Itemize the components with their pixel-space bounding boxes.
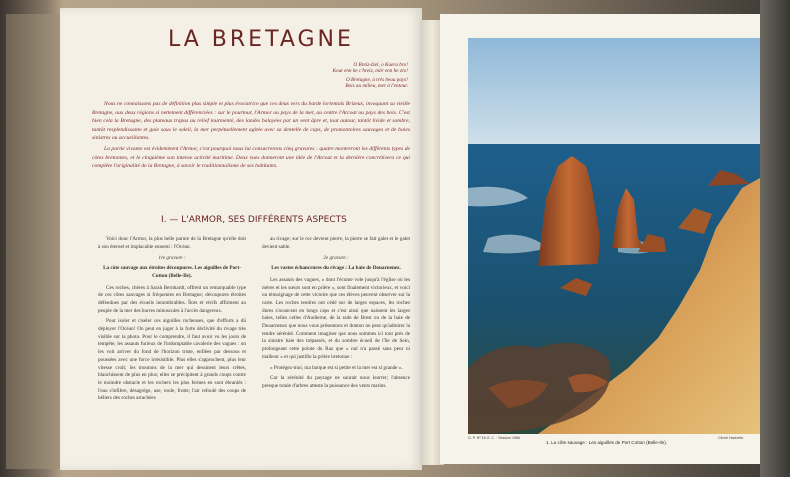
photo-credit-right: Cliché Hachette [718, 436, 744, 440]
poem-line: Koat enn he c'hreiz, môr enn he zro! [332, 68, 408, 75]
column-paragraph: Pour isoler et ciseler ces aiguilles rocheuses, que d'efforts a dû déployer l'Océan! On peut en juger à la forte déclivité du rivage très visible sur la photo. Pour le comprendre, il faut avoir vu les jours de tempête, les assauts furieux de l'indomptable cavalerie des vagues : on les voit arriver du fond de l'horizon triste, enflées par dessous et poussées avec une force irrésistible. Plus elles s'approchent, plus leur vitesse croît; les moutons de la mer qui dessinent leurs crêtes, blanchissent de plus en plus; elles se précipitent à grands coups contre le moindre obstacle et les rochers les plus fermes en sont ébranlés : l'eau s'infiltre, désagrège, use, roule, frotte; l'air refoulé des coups de béliers des roches arrachées [98, 318, 246, 402]
intro-text [92, 100, 410, 173]
column-paragraph: Car la sérénité du paysage ne saurait nous leurrer; l'absence presque totale d'arbres atteste la puissance des vents marins. [262, 375, 410, 389]
book-cover-edge [6, 14, 66, 469]
photo-caption: 1. La côte sauvage : Les aiguilles de Port Cotton (Belle-Ile). [546, 440, 668, 445]
page-title: LA BRETAGNE [168, 27, 354, 52]
book-right-edge [760, 0, 790, 477]
poem-line: Bois au milieu, mer à l'entour. [345, 83, 408, 90]
sky [468, 38, 760, 146]
column-paragraph: Les assauts des vagues, « dont l'écume vole jusqu'à l'église où les mères et les sœurs sont en prière », sont finalement victorieux, et voici un témoignage de cette victoire que ces élèves peuvent observer sur la carte. Les roches tendres ont cédé sur de larges espaces, les roches dures s'avancent en longs caps et c'est ainsi que naissent les larges baies, telles celles d'Audierne, de la rade de Brest ou de la baie de Douarnenez que nous vous présentons et donton ne peut qu'admirer la tendre sérénité. Comment imaginer que nous sommes ici tout près de la sinistre baie des trépassés, et du sombre écueil de l'île de Sein, prolongeant cette pointe du Raz que « nul n'a passé sans peur ni malheur » et qui justifie la prière bretonne : [262, 276, 410, 360]
coast-photo [468, 38, 760, 434]
gravure-label: 1re gravure : [158, 255, 186, 262]
text-column-left [98, 236, 246, 406]
intro-paragraph: Nous ne connaissons pas de définition plus simple et plus évocatrice que ces deux vers du barde lorientais Brizeux, invoquant sa vieille Bretagne, aux deux régions si nettement différenciées : sur le pourtour, l'Armor ou pays de la mer, au centre l'Arcoat ou pays des bois. C'est bien cela la Bretagne, des plateaux trapus au relief tourmenté, des landes balayées par un vent âpre et, tout autour, tantôt livide et sombre, tantôt resplendissante et gaie sous le soleil, la mer perpétuellement agitée avec sa dentelle de caps, de promontoires sauvages et de baies sinistres ou accueillantes. [92, 101, 410, 142]
gravure-subhead: Les vastes échancrures du rivage : La baie de Douarnenez. [271, 265, 401, 272]
poem-epigraph [292, 62, 408, 90]
photo-credit-left: G. P. Nº 18 G. C. · Session 1966 [468, 436, 520, 440]
poem-line: O Bretagne, à très beau pays! [345, 76, 408, 83]
text-column-right [262, 236, 410, 394]
column-paragraph: Ces roches, chères à Sarah Bernhardt, offrent un remarquable type de ces côtes sauvages si fréquentes en Bretagne; découpures étroites défendues par des écueils innombrables. Îlots et récifs affirment au peuple de la mer des hurres minuscules à l'accès dangereux. [98, 284, 246, 314]
poem-line: O Breiz-Izel, o Kaera bro! [353, 62, 408, 68]
column-lead: Voici donc l'Armor, la plus belle parure de la Bretagne qu'elle doit à son éternel et implacable ennemi : l'Océan. [98, 236, 246, 250]
gravure-label: 2e gravure : [323, 255, 349, 262]
column-paragraph: « Protégez-moi, ma barque est si petite et la mer est si grande ». [270, 364, 403, 371]
column-lead: au rivage; sur le roc devient pierre, la pierre se fait galet et le galet devient sable. [262, 236, 410, 250]
gravure-subhead: La côte sauvage aux étroites découpures. Les aiguilles de Port-Cotton (Belle-Ile). [103, 265, 241, 279]
section-heading: I. — L'ARMOR, SES DIFFÉRENTS ASPECTS [161, 215, 347, 225]
intro-paragraph: La partie vivante est évidemment l'Armor, c'est pourquoi nous lui consacrerons cinq gravures : quatre montreront les différents types de côtes bretonnes, et le cinquième son intense activité maritime. Deux vues donneront une idée de l'Arcoat et la dernière concrétisera ce qui complète l'originalité de la Bretagne, à savoir le traditionnalisme de ses habitants. [92, 145, 410, 170]
